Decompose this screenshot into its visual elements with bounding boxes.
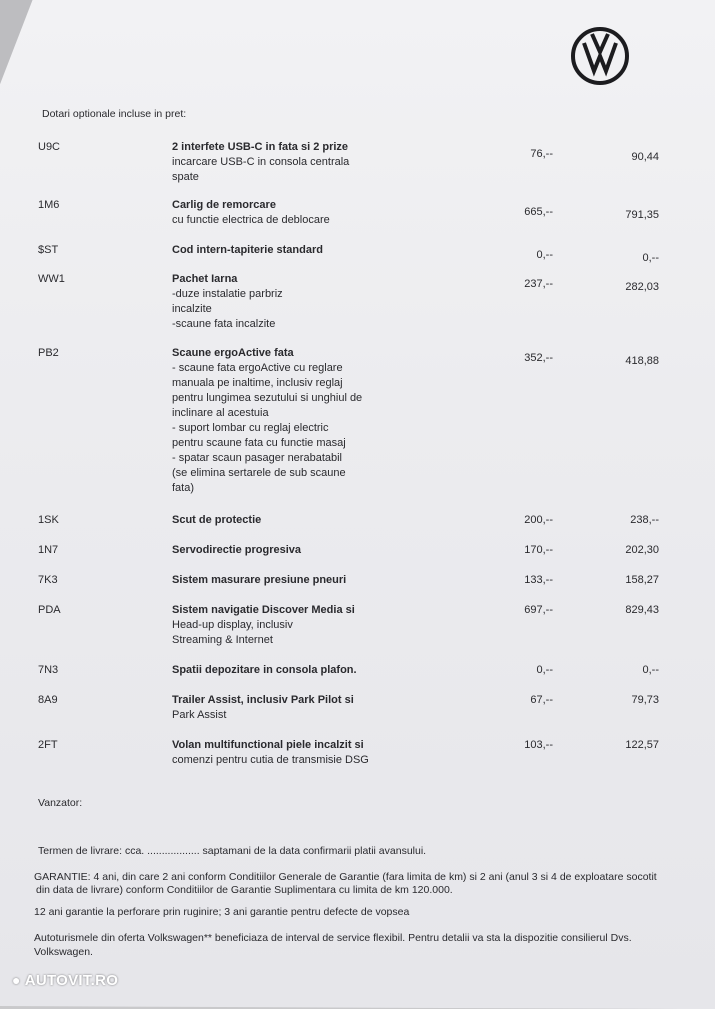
vw-logo-icon (570, 26, 630, 86)
option-detail-line: - spatar scaun pasager nerabatabil (172, 452, 342, 464)
option-code: $ST (38, 244, 59, 256)
option-detail-line: pentru lungimea sezutului si unghiul de (172, 392, 363, 404)
option-detail-line: fata) (172, 482, 195, 494)
option-detail-line: incarcare USB-C in consola centrala (172, 156, 350, 168)
option-detail-line: cu functie electrica de deblocare (172, 214, 330, 226)
option-title: Servodirectie progresiva (172, 544, 302, 556)
option-detail-line: (se elimina sertarele de sub scaune (172, 467, 346, 479)
option-description (172, 198, 392, 228)
price-gross: 282,03 (625, 281, 659, 293)
option-title: 2 interfete USB-C in fata si 2 prize (172, 141, 349, 153)
delivery-term: Termen de livrare: cca. .................. saptamani de la data confirmarii platii avansului. (38, 845, 427, 857)
option-title: Spatii depozitare in consola plafon. (172, 664, 357, 676)
option-title: Carlig de remorcare (172, 199, 276, 211)
price-net: 67,-- (530, 694, 553, 706)
option-detail-line: pentru scaune fata cu functie masaj (172, 437, 346, 449)
option-detail-line: Head-up display, inclusiv (172, 619, 293, 631)
price-net: 0,-- (536, 249, 553, 261)
option-code: PB2 (38, 347, 59, 359)
service-line-1: Autoturismele din oferta Volkswagen** beneficiaza de interval de service flexibil. Pentru detalii va sta la dispozitie consilierul Dvs. (34, 932, 632, 944)
option-code: 2FT (38, 739, 58, 751)
price-gross: 0,-- (642, 252, 659, 264)
option-title: Sistem navigatie Discover Media si (172, 604, 355, 616)
option-code: WW1 (38, 273, 65, 285)
price-gross: 90,44 (631, 151, 659, 163)
option-description (172, 573, 392, 588)
options-heading: Dotari optionale incluse in pret: (42, 108, 187, 120)
option-description (172, 738, 392, 768)
price-net: 697,-- (524, 604, 553, 616)
option-code: 7K3 (38, 574, 58, 586)
car-icon: ● (12, 972, 21, 988)
option-detail-line: inclinare al acestuia (172, 407, 269, 419)
option-detail-line: comenzi pentru cutia de transmisie DSG (172, 754, 369, 766)
option-detail-line: - scaune fata ergoActive cu reglare (172, 362, 343, 374)
option-title: Trailer Assist, inclusiv Park Pilot si (172, 694, 354, 706)
price-net: 133,-- (524, 574, 553, 586)
page-corner-shadow (0, 0, 34, 101)
option-detail-line: spate (172, 171, 199, 183)
price-gross: 202,30 (625, 544, 659, 556)
option-detail-line: manuala pe inaltime, inclusiv reglaj (172, 377, 343, 389)
service-line-2: Volkswagen. (34, 946, 93, 958)
option-description (172, 543, 392, 558)
warranty-line-2: din data de livrare) conform Conditiilor de Garantie Suplimentara cu limita de km 120.000. (36, 884, 453, 896)
option-code: U9C (38, 141, 61, 153)
price-net: 0,-- (536, 664, 553, 676)
price-net: 665,-- (524, 206, 553, 218)
option-description (172, 243, 392, 258)
option-description (172, 272, 392, 332)
option-title: Scut de protectie (172, 514, 262, 526)
price-gross: 791,35 (625, 209, 659, 221)
autovit-watermark (12, 972, 118, 989)
price-gross: 418,88 (625, 355, 659, 367)
option-description (172, 603, 392, 648)
option-description (172, 140, 392, 185)
price-net: 200,-- (524, 514, 553, 526)
option-detail-line: incalzite (172, 303, 212, 315)
warranty-line-1: GARANTIE: 4 ani, din care 2 ani conform Conditiilor Generale de Garantie (fara limita de km) si 2 ani (anul 3 si 4 de exploatare socotit (34, 871, 657, 883)
watermark-text: AUTOVIT.RO (24, 972, 119, 989)
option-title: Cod intern-tapiterie standard (172, 244, 323, 256)
option-code: PDA (38, 604, 61, 616)
seller-label: Vanzator: (38, 797, 83, 809)
option-detail-line: -scaune fata incalzite (172, 318, 276, 330)
option-detail-line: - suport lombar cu reglaj electric (172, 422, 329, 434)
price-net: 103,-- (524, 739, 553, 751)
warranty-line-3: 12 ani garantie la perforare prin ruginire; 3 ani garantie pentru defecte de vopsea (34, 906, 410, 918)
option-code: 7N3 (38, 664, 59, 676)
price-gross: 0,-- (642, 664, 659, 676)
option-description (172, 513, 392, 528)
option-code: 8A9 (38, 694, 58, 706)
option-title: Sistem masurare presiune pneuri (172, 574, 347, 586)
option-description (172, 693, 392, 723)
price-gross: 122,57 (625, 739, 659, 751)
option-title: Volan multifunctional piele incalzit si (172, 739, 364, 751)
option-code: 1SK (38, 514, 59, 526)
price-gross: 158,27 (625, 574, 659, 586)
price-net: 170,-- (524, 544, 553, 556)
price-gross: 238,-- (630, 514, 659, 526)
price-gross: 829,43 (625, 604, 659, 616)
option-description (172, 663, 392, 678)
option-code: 1M6 (38, 199, 60, 211)
option-code: 1N7 (38, 544, 59, 556)
option-detail-line: Streaming & Internet (172, 634, 273, 646)
option-detail-line: Park Assist (172, 709, 227, 721)
price-gross: 79,73 (631, 694, 659, 706)
price-net: 76,-- (530, 148, 553, 160)
price-net: 352,-- (524, 352, 553, 364)
option-description (172, 346, 392, 496)
price-net: 237,-- (524, 278, 553, 290)
option-detail-line: -duze instalatie parbriz (172, 288, 283, 300)
option-title: Pachet Iarna (172, 273, 238, 285)
option-title: Scaune ergoActive fata (172, 347, 294, 359)
